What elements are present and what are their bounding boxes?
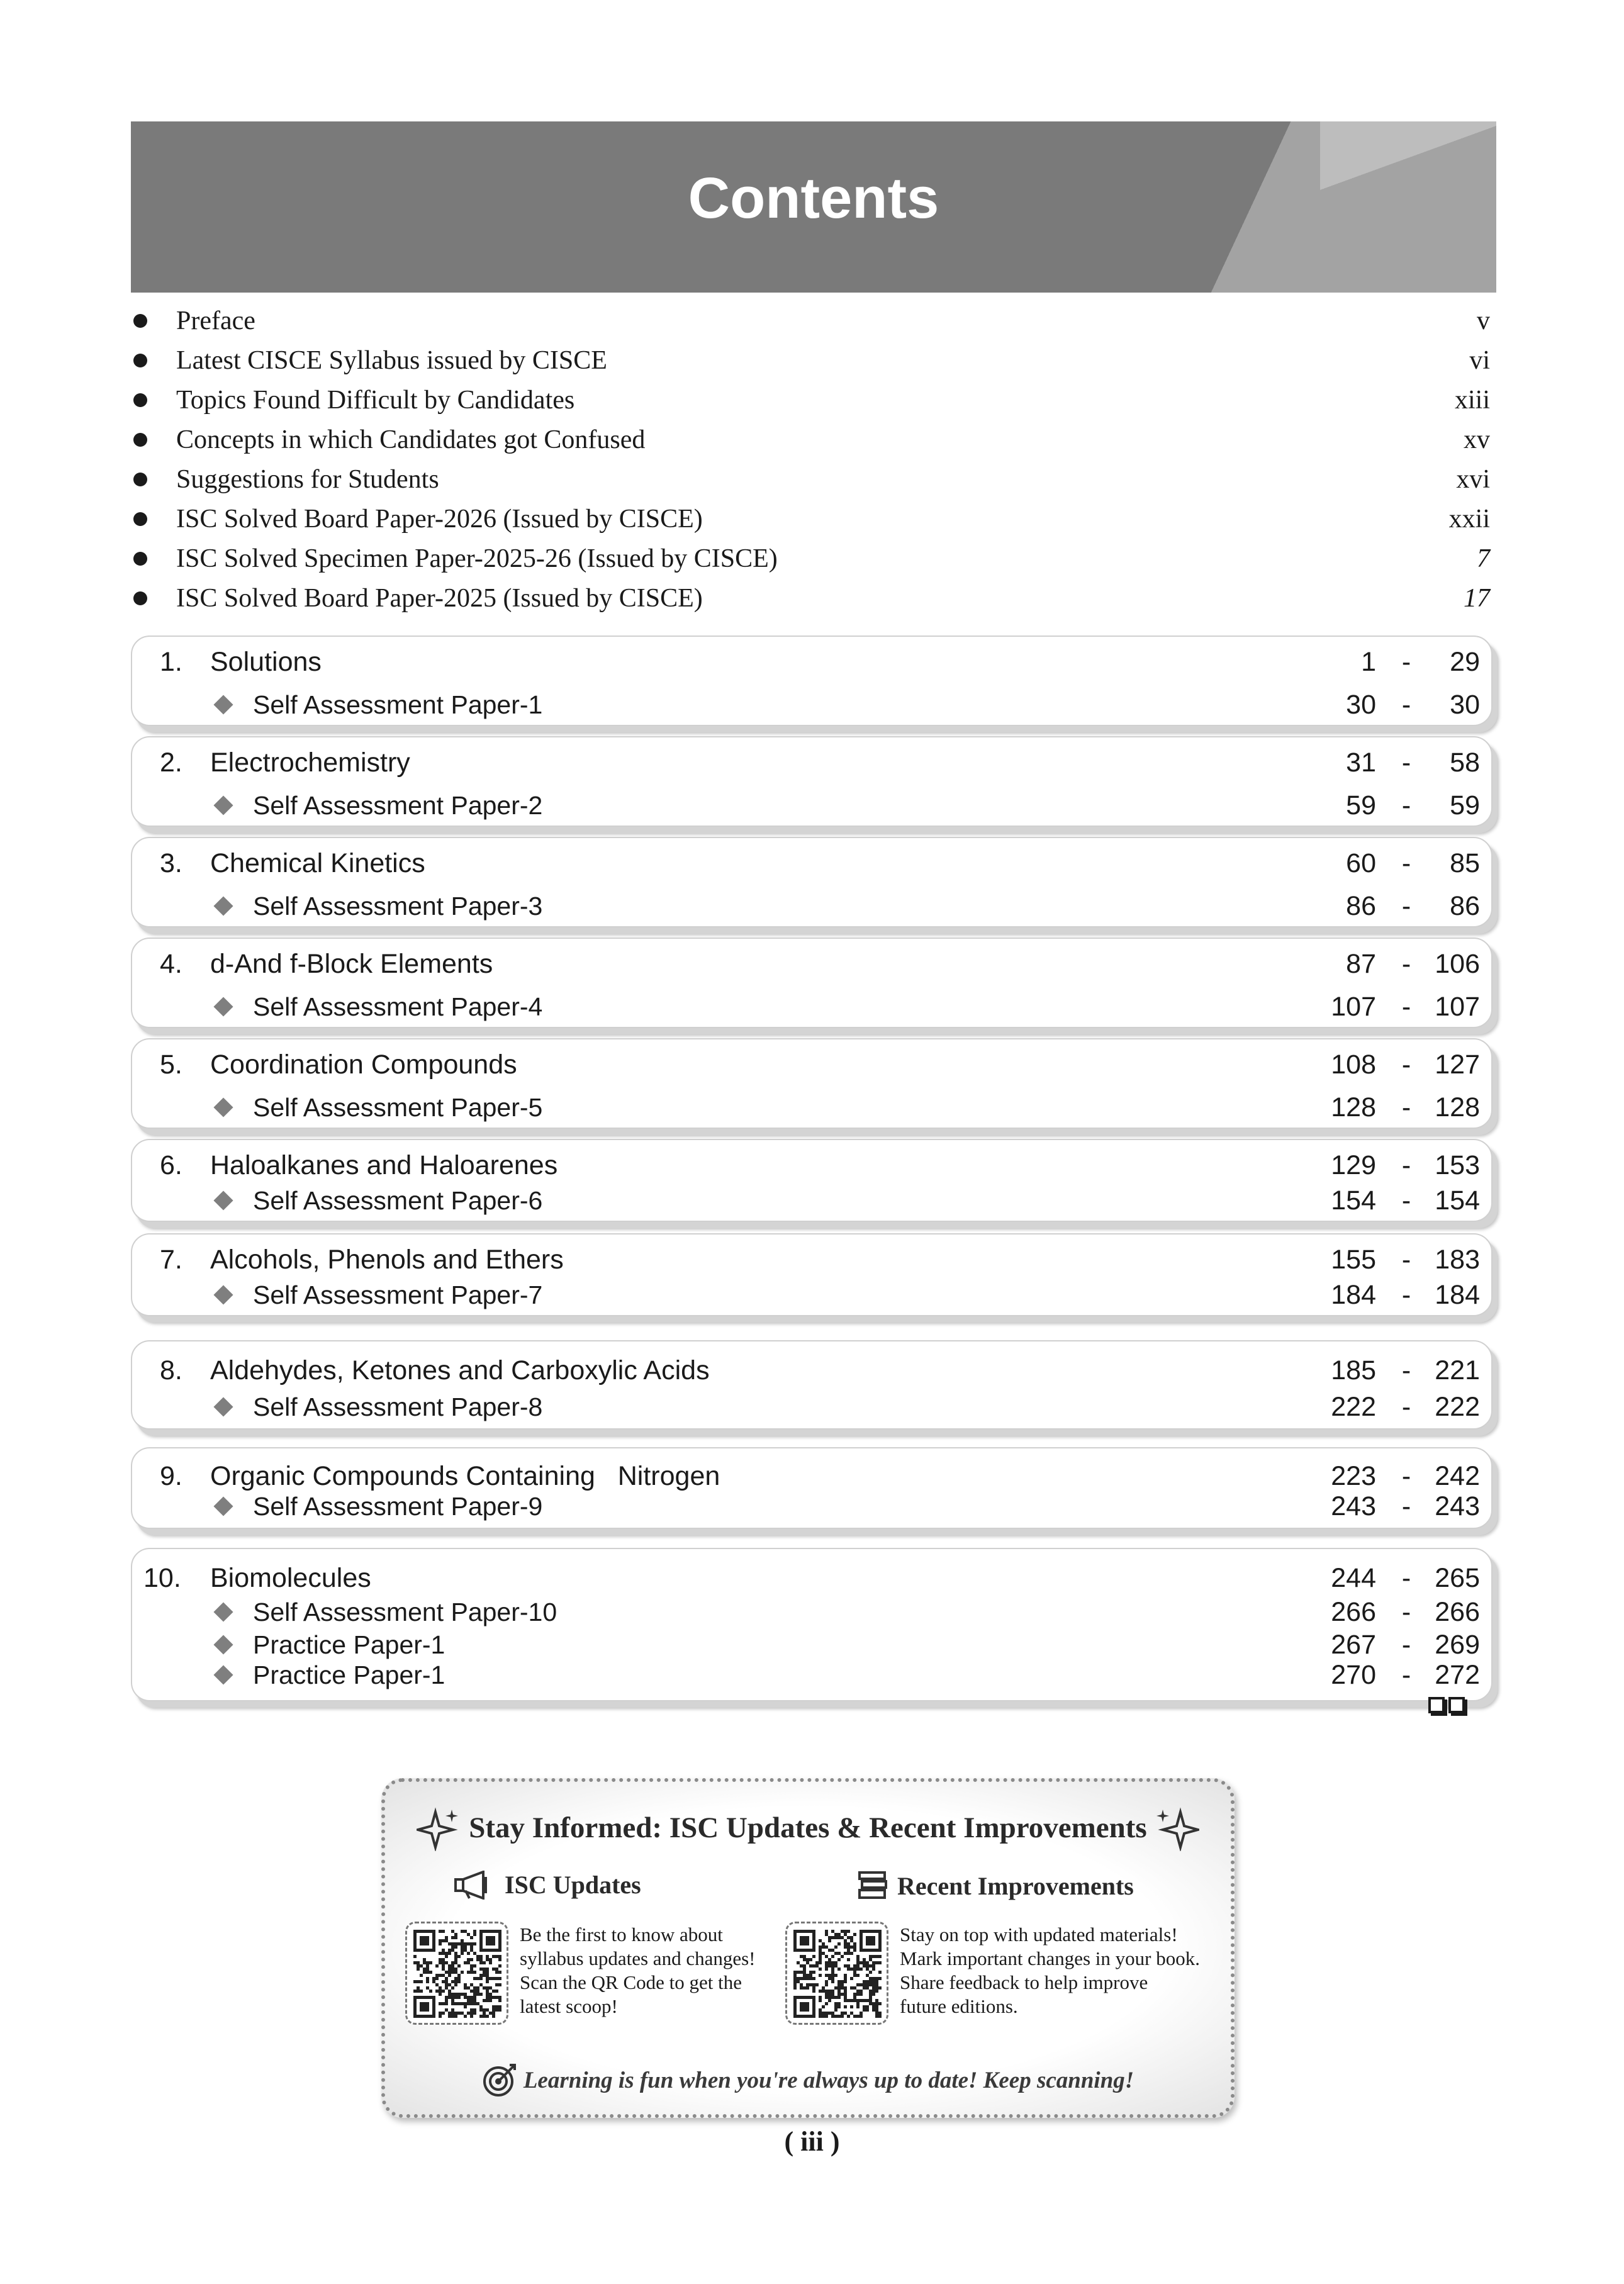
- diamond-bullet-icon: [213, 795, 233, 815]
- chapter-box[interactable]: [131, 837, 1492, 927]
- chapter-row[interactable]: [132, 846, 1491, 881]
- chapter-title: Biomolecules: [210, 1562, 371, 1593]
- contents-banner: [131, 121, 1496, 293]
- page-to: 127: [1435, 1049, 1480, 1080]
- chapter-box[interactable]: [131, 635, 1492, 726]
- page-from: 223: [1331, 1460, 1376, 1491]
- page-range-separator: -: [1401, 948, 1411, 979]
- info-text-line: Stay on top with updated materials!: [900, 1923, 1178, 1945]
- improvements-text: [900, 1923, 1227, 2018]
- diamond-bullet-icon: [213, 1635, 233, 1654]
- chapter-box[interactable]: [131, 736, 1492, 827]
- info-text-line: latest scoop!: [520, 1995, 618, 2017]
- front-matter-page: vi: [1469, 345, 1490, 375]
- sub-item-row[interactable]: [132, 1183, 1491, 1218]
- sub-item-title: Self Assessment Paper-2: [253, 790, 543, 820]
- diamond-bullet-icon: [213, 695, 233, 714]
- chapter-title: Solutions: [210, 646, 322, 677]
- front-matter-page: xiii: [1454, 385, 1490, 415]
- sub-item-title: Practice Paper-1: [253, 1660, 445, 1689]
- info-box: [381, 1778, 1235, 2118]
- chapter-row[interactable]: [132, 745, 1491, 780]
- chapter-number: 7.: [160, 1244, 182, 1275]
- end-square-icon: [1448, 1697, 1465, 1713]
- chapter-row[interactable]: [132, 644, 1491, 680]
- page-to: 86: [1450, 890, 1480, 921]
- page-range-separator: -: [1401, 1596, 1411, 1627]
- page-range-separator: -: [1401, 790, 1411, 820]
- diamond-bullet-icon: [213, 1602, 233, 1621]
- page-from: 59: [1346, 790, 1376, 820]
- info-text-line: syllabus updates and changes!: [520, 1947, 756, 1969]
- page-range-separator: -: [1401, 848, 1411, 878]
- page-range-separator: -: [1401, 890, 1411, 921]
- front-matter-item[interactable]: [131, 539, 1490, 578]
- chapter-number: 3.: [160, 848, 182, 878]
- diamond-bullet-icon: [213, 997, 233, 1016]
- page-to: 221: [1435, 1355, 1480, 1386]
- front-matter-label: Concepts in which Candidates got Confused: [176, 425, 646, 454]
- diamond-bullet-icon: [213, 1285, 233, 1304]
- page-range-separator: -: [1401, 1659, 1411, 1690]
- chapter-number: 5.: [160, 1049, 182, 1080]
- page-range-separator: -: [1401, 1355, 1411, 1386]
- page-from: 107: [1331, 991, 1376, 1022]
- sub-item-row[interactable]: [132, 1389, 1491, 1425]
- page-from: 185: [1331, 1355, 1376, 1386]
- bullet-icon: [133, 393, 147, 407]
- chapter-row[interactable]: [132, 1148, 1491, 1183]
- page-to: 128: [1435, 1092, 1480, 1122]
- front-matter-label: ISC Solved Board Paper-2026 (Issued by CISCE): [176, 504, 703, 534]
- sub-item-row[interactable]: [132, 1090, 1491, 1125]
- books-icon: [857, 1870, 888, 1901]
- info-text-line: Share feedback to help improve: [900, 1971, 1148, 1993]
- front-matter-item[interactable]: [131, 578, 1490, 618]
- page-range-separator: -: [1401, 1460, 1411, 1491]
- sub-item-title: Practice Paper-1: [253, 1630, 445, 1659]
- qr-code-improvements[interactable]: [785, 1922, 888, 2025]
- front-matter-label: Preface: [176, 306, 255, 335]
- chapter-number: 2.: [160, 747, 182, 778]
- bullet-icon: [133, 433, 147, 447]
- page-to: 106: [1435, 948, 1480, 979]
- chapter-row[interactable]: [132, 946, 1491, 982]
- chapter-title: Alcohols, Phenols and Ethers: [210, 1244, 564, 1275]
- diamond-bullet-icon: [213, 1190, 233, 1210]
- page-to: 30: [1450, 689, 1480, 720]
- sub-item-title: Self Assessment Paper-8: [253, 1392, 543, 1421]
- front-matter-label: ISC Solved Board Paper-2025 (Issued by CISCE): [176, 583, 703, 613]
- info-text-line: Mark important changes in your book.: [900, 1947, 1200, 1969]
- page-range-separator: -: [1401, 1244, 1411, 1275]
- page-from: 222: [1331, 1391, 1376, 1422]
- page-range-separator: -: [1401, 1185, 1411, 1216]
- sub-item-title: Self Assessment Paper-7: [253, 1280, 543, 1309]
- diamond-bullet-icon: [213, 896, 233, 915]
- diamond-bullet-icon: [213, 1665, 233, 1684]
- chapter-row[interactable]: [132, 1560, 1491, 1596]
- page-range-separator: -: [1401, 646, 1411, 677]
- page-to: 183: [1435, 1244, 1480, 1275]
- chapter-title: Coordination Compounds: [210, 1049, 517, 1080]
- bullet-icon: [133, 512, 147, 526]
- isc-updates-label: ISC Updates: [505, 1871, 641, 1899]
- page-to: 222: [1435, 1391, 1480, 1422]
- page-from: 108: [1331, 1049, 1376, 1080]
- page-from: 31: [1346, 747, 1376, 778]
- chapter-box[interactable]: [131, 1038, 1492, 1129]
- qr-code-icon: [413, 1930, 501, 2018]
- page-range-separator: -: [1401, 1629, 1411, 1660]
- page-to: 266: [1435, 1596, 1480, 1627]
- page-to: 154: [1435, 1185, 1480, 1216]
- front-matter-label: Suggestions for Students: [176, 464, 439, 494]
- page-from: 129: [1331, 1150, 1376, 1180]
- megaphone-icon: [454, 1871, 496, 1900]
- chapter-box[interactable]: [131, 1340, 1492, 1430]
- sub-item-title: Self Assessment Paper-5: [253, 1092, 543, 1122]
- page-range-separator: -: [1401, 1150, 1411, 1180]
- page-from: 86: [1346, 890, 1376, 921]
- info-text-line: Be the first to know about: [520, 1923, 723, 1945]
- front-matter-item[interactable]: [131, 340, 1490, 380]
- page-from: 155: [1331, 1244, 1376, 1275]
- page-from: 266: [1331, 1596, 1376, 1627]
- front-matter-label: ISC Solved Specimen Paper-2025-26 (Issued by CISCE): [176, 544, 778, 573]
- diamond-bullet-icon: [213, 1496, 233, 1516]
- chapter-number: 8.: [160, 1355, 182, 1386]
- sub-item-title: Self Assessment Paper-6: [253, 1185, 543, 1215]
- front-matter-page: xxii: [1448, 504, 1490, 534]
- qr-code-updates[interactable]: [405, 1922, 508, 2025]
- page-to: 58: [1450, 747, 1480, 778]
- chapter-box[interactable]: [131, 1548, 1492, 1701]
- end-square-icon: [1428, 1697, 1445, 1713]
- page-to: 265: [1435, 1562, 1480, 1593]
- chapter-row[interactable]: [132, 1242, 1491, 1277]
- page-from: 154: [1331, 1185, 1376, 1216]
- page-from: 270: [1331, 1659, 1376, 1690]
- page-from: 267: [1331, 1629, 1376, 1660]
- bullet-icon: [133, 354, 147, 367]
- page-to: 153: [1435, 1150, 1480, 1180]
- diamond-bullet-icon: [213, 1097, 233, 1117]
- sub-item-title: Self Assessment Paper-4: [253, 992, 543, 1021]
- page-from: 30: [1346, 689, 1376, 720]
- recent-improvements-label: Recent Improvements: [897, 1871, 1134, 1900]
- page-to: 59: [1450, 790, 1480, 820]
- chapter-number: 10.: [143, 1562, 181, 1593]
- page-to: 184: [1435, 1279, 1480, 1310]
- info-text-line: Scan the QR Code to get the: [520, 1971, 742, 1993]
- page-from: 243: [1331, 1491, 1376, 1521]
- info-text-line: future editions.: [900, 1995, 1018, 2017]
- chapter-box[interactable]: [131, 938, 1492, 1028]
- chapter-number: 1.: [160, 646, 182, 677]
- front-matter-item[interactable]: [131, 380, 1490, 420]
- info-footer: [385, 2063, 1231, 2098]
- sub-item-row[interactable]: [132, 788, 1491, 823]
- bullet-icon: [133, 591, 147, 605]
- bullet-icon: [133, 314, 147, 328]
- chapter-title: Aldehydes, Ketones and Carboxylic Acids: [210, 1355, 710, 1386]
- page-range-separator: -: [1401, 1092, 1411, 1122]
- front-matter-list: [131, 301, 1490, 618]
- sub-item-title: Self Assessment Paper-3: [253, 891, 543, 921]
- page-to: 243: [1435, 1491, 1480, 1521]
- sub-item-row[interactable]: [132, 1489, 1491, 1524]
- sparkle-icon: [1155, 1807, 1199, 1851]
- front-matter-label: Latest CISCE Syllabus issued by CISCE: [176, 345, 607, 375]
- page-title: Contents: [688, 166, 939, 230]
- front-matter-page: xvi: [1456, 464, 1490, 494]
- page-to: 269: [1435, 1629, 1480, 1660]
- front-matter-page: v: [1477, 306, 1490, 335]
- chapter-title: d-And f-Block Elements: [210, 948, 493, 979]
- chapter-row[interactable]: [132, 1353, 1491, 1388]
- page-to: 272: [1435, 1659, 1480, 1690]
- sub-item-row[interactable]: [132, 1657, 1491, 1693]
- updates-text: [520, 1923, 771, 2018]
- sub-item-row[interactable]: [132, 1594, 1491, 1630]
- end-mark: [1428, 1697, 1465, 1713]
- chapter-title: Electrochemistry: [210, 747, 410, 778]
- page-from: 128: [1331, 1092, 1376, 1122]
- page-to: 85: [1450, 848, 1480, 878]
- target-icon: [482, 2063, 517, 2098]
- diamond-bullet-icon: [213, 1397, 233, 1416]
- front-matter-page: xv: [1464, 425, 1490, 454]
- front-matter-item[interactable]: [131, 301, 1490, 340]
- qr-code-icon: [793, 1930, 882, 2018]
- front-matter-item[interactable]: [131, 420, 1490, 459]
- page-range-separator: -: [1401, 1491, 1411, 1521]
- page-from: 184: [1331, 1279, 1376, 1310]
- chapter-box[interactable]: [131, 1139, 1492, 1222]
- chapter-box[interactable]: [131, 1447, 1492, 1529]
- chapter-title: Haloalkanes and Haloarenes: [210, 1150, 558, 1180]
- bullet-icon: [133, 473, 147, 486]
- page-number: ( iii ): [784, 2126, 840, 2157]
- sub-item-title: Self Assessment Paper-1: [253, 690, 543, 719]
- page-from: 244: [1331, 1562, 1376, 1593]
- info-box-title: Stay Informed: ISC Updates & Recent Improvements: [469, 1811, 1147, 1844]
- sub-item-row[interactable]: [132, 888, 1491, 924]
- chapter-box[interactable]: [131, 1233, 1492, 1316]
- page-range-separator: -: [1401, 991, 1411, 1022]
- front-matter-item[interactable]: [131, 499, 1490, 539]
- page-to: 107: [1435, 991, 1480, 1022]
- chapter-number: 9.: [160, 1460, 182, 1491]
- page-from: 1: [1361, 646, 1376, 677]
- page-from: 87: [1346, 948, 1376, 979]
- page-range-separator: -: [1401, 1279, 1411, 1310]
- chapter-number: 4.: [160, 948, 182, 979]
- sub-item-title: Self Assessment Paper-9: [253, 1491, 543, 1521]
- sub-item-title: Self Assessment Paper-10: [253, 1597, 557, 1626]
- front-matter-page: 17: [1464, 583, 1490, 613]
- info-footer-text: Learning is fun when you're always up to date! Keep scanning!: [523, 2067, 1134, 2093]
- chapter-number: 6.: [160, 1150, 182, 1180]
- sub-item-row[interactable]: [132, 687, 1491, 722]
- sub-item-row[interactable]: [132, 1277, 1491, 1313]
- front-matter-label: Topics Found Difficult by Candidates: [176, 385, 575, 415]
- page-range-separator: -: [1401, 689, 1411, 720]
- chapter-title: Organic Compounds Containing Nitrogen: [210, 1460, 720, 1491]
- page-range-separator: -: [1401, 1562, 1411, 1593]
- bullet-icon: [133, 552, 147, 566]
- isc-updates-heading: [454, 1870, 641, 1900]
- page-range-separator: -: [1401, 1391, 1411, 1422]
- page-range-separator: -: [1401, 747, 1411, 778]
- sub-item-row[interactable]: [132, 989, 1491, 1024]
- page-from: 60: [1346, 848, 1376, 878]
- chapter-row[interactable]: [132, 1047, 1491, 1082]
- page-to: 242: [1435, 1460, 1480, 1491]
- recent-improvements-heading: [857, 1870, 1134, 1901]
- chapter-title: Chemical Kinetics: [210, 848, 425, 878]
- page-to: 29: [1450, 646, 1480, 677]
- page-range-separator: -: [1401, 1049, 1411, 1080]
- front-matter-item[interactable]: [131, 459, 1490, 499]
- front-matter-page: 7: [1477, 544, 1490, 573]
